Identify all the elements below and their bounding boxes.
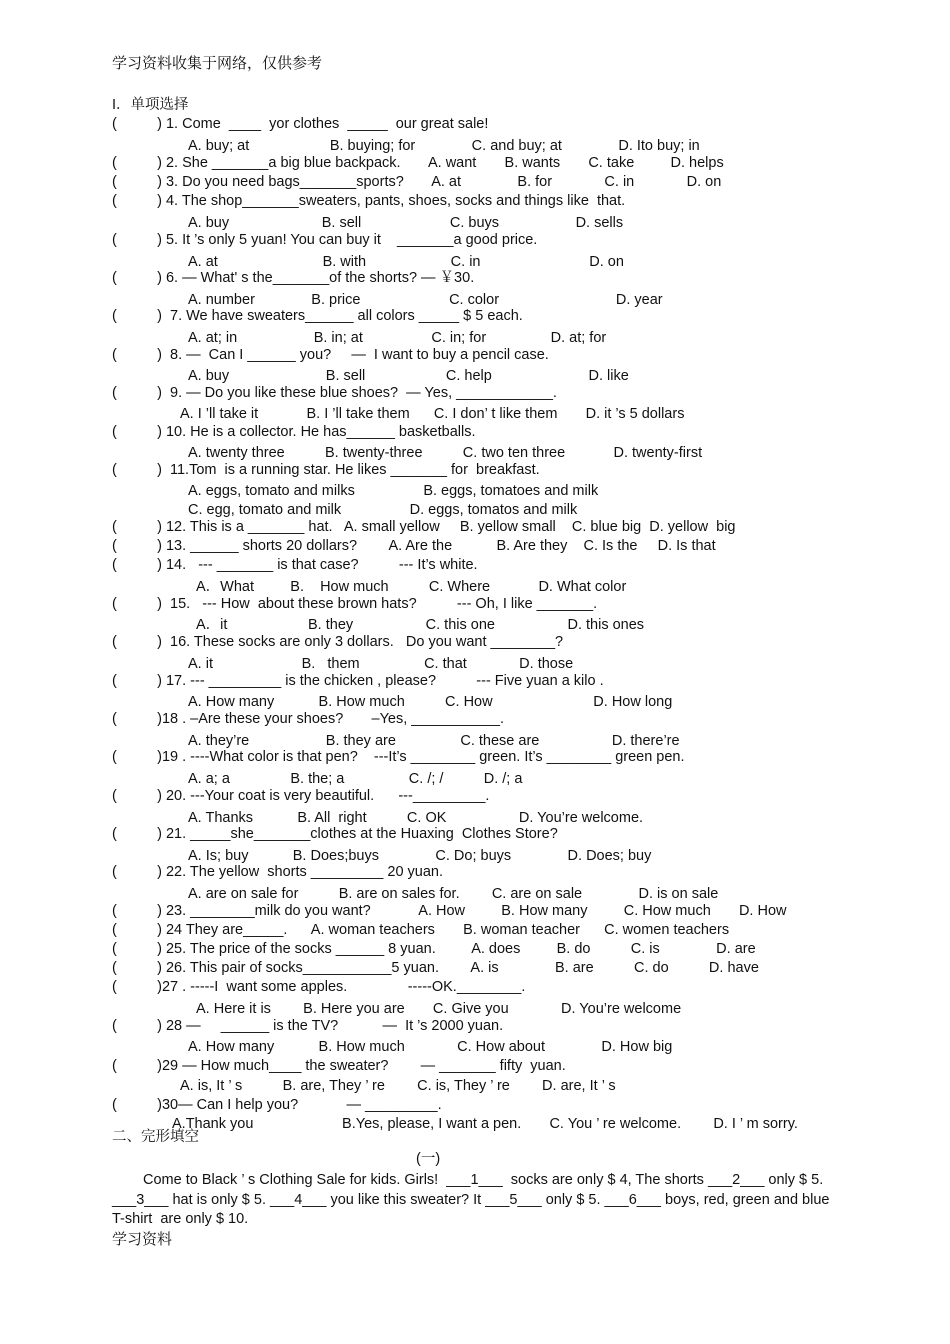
question-line: ( ) 3. Do you need bags_______sports? A. at B. for C. in D. on — [112, 174, 722, 190]
question-line: ( ) 16. These socks are only 3 dollars. Do you want ________? — [112, 634, 564, 650]
question-line: A. How many B. How much C. How D. How long — [188, 694, 673, 710]
section-title: I．单项选择 — [112, 97, 189, 113]
question-line: A. twenty three B. twenty-three C. two ten three D. twenty-first — [188, 445, 703, 461]
passage-line: T-shirt are only $ 10. — [112, 1211, 249, 1227]
question-line: ( )19 . ----What color is that pen? ---It’s ________ green. It’s ________ green pen. — [112, 749, 685, 765]
question-line: A. number B. price C. color D. year — [188, 292, 663, 308]
question-line: A. eggs, tomato and milks B. eggs, tomatoes and milk — [188, 483, 599, 499]
question-line: ( ) 7. We have sweaters______ all colors _____ $ 5 each. — [112, 308, 523, 324]
page-header: 学习资料收集于网络，仅供参考 — [112, 55, 323, 72]
question-line: A. they’re B. they are C. these are D. there’re — [188, 733, 680, 749]
question-line: ( )29 — How much____ the sweater? — _______ fifty yuan. — [112, 1058, 566, 1074]
question-line: A. at B. with C. in D. on — [188, 254, 624, 270]
question-line: ( ) 12. This is a _______ hat. A. small yellow B. yellow small C. blue big D. yellow big — [112, 519, 736, 535]
passage-line: ___3___ hat is only $ 5. ___4___ you like this sweater? It ___5___ only $ 5. ___6___ boys, red, green and blue — [112, 1192, 830, 1208]
passage-line: Come to Black ’ s Clothing Sale for kids. Girls! ___1___ socks are only $ 4, The shorts ___2___ only $ 5. — [143, 1172, 824, 1188]
question-line: A.Thank you B.Yes, please, I want a pen. C. You ’ re welcome. D. I ’ m sorry. — [172, 1116, 798, 1132]
question-line: ( ) 1. Come ____ yor clothes _____ our great sale! — [112, 116, 489, 132]
question-line: ( ) 21. _____she_______clothes at the Huaxing Clothes Store? — [112, 826, 558, 842]
question-line: A. is, It ’ s B. are, They ’ re C. is, They ’ re D. are, It ’ s — [180, 1078, 616, 1094]
question-line: ( )18 . –Are these your shoes? –Yes, ___________. — [112, 711, 505, 727]
question-line: A. a; a B. the; a C. /; / D. /; a — [188, 771, 523, 787]
question-line: A. Thanks B. All right C. OK D. You’re welcome. — [188, 810, 644, 826]
question-line: ( ) 13. ______ shorts 20 dollars? A. Are the B. Are they C. Is the D. Is that — [112, 538, 716, 554]
question-line: A．What B. How much C. Where D. What color — [196, 579, 627, 595]
question-line: ( ) 5. It ’s only 5 yuan! You can buy it _______a good price. — [112, 232, 538, 248]
question-line: ( ) 14. --- _______ is that case? --- It’s white. — [112, 557, 478, 573]
question-line: A. are on sale for B. are on sales for. C. are on sale D. is on sale — [188, 886, 719, 902]
question-line: A. at; in B. in; at C. in; for D. at; for — [188, 330, 607, 346]
question-line: A. How many B. How much C. How about D. How big — [188, 1039, 673, 1055]
question-line: ( ) 24 They are_____. A. woman teachers B. woman teacher C. women teachers — [112, 922, 730, 938]
page-footer: 学习资料 — [112, 1231, 173, 1248]
question-line: ( ) 9. — Do you like these blue shoes? — Yes, ____________. — [112, 385, 557, 401]
question-line: ( ) 15. --- How about these brown hats? --- Oh, I like _______. — [112, 596, 598, 612]
question-line: ( ) 8. — Can I ______ you? — I want to buy a pencil case. — [112, 347, 549, 363]
question-line: A. it B. them C. that D. those — [188, 656, 574, 672]
question-line: ( ) 11.Tom is a running star. He likes _______ for breakfast. — [112, 462, 540, 478]
question-line: ( ) 10. He is a collector. He has______ basketballs. — [112, 424, 476, 440]
question-line: A. I ’ll take it B. I ’ll take them C. I don’ t like them D. it ’s 5 dollars — [180, 406, 685, 422]
question-line: C. egg, tomato and milk D. eggs, tomatos and milk — [188, 502, 578, 518]
question-line: ( ) 17. --- _________ is the chicken , please? --- Five yuan a kilo . — [112, 673, 604, 689]
question-line: A. buy B. sell C. help D. like — [188, 368, 629, 384]
question-line: A. Is; buy B. Does;buys C. Do; buys D. Does; buy — [188, 848, 652, 864]
passage-number: (一) — [416, 1151, 441, 1167]
question-line: ( ) 4. The shop_______sweaters, pants, shoes, socks and things like that. — [112, 193, 626, 209]
question-line: ( ) 26. This pair of socks___________5 yuan. A. is B. are C. do D. have — [112, 960, 759, 976]
question-line: A. buy; at B. buying; for C. and buy; at D. Ito buy; in — [188, 138, 700, 154]
question-line: ( ) 23. ________milk do you want? A. How B. How many C. How much D. How — [112, 903, 787, 919]
question-line: ( )30— Can I help you? — _________. — [112, 1097, 442, 1113]
question-line: ( ) 25. The price of the socks ______ 8 yuan. A. does B. do C. is D. are — [112, 941, 756, 957]
question-line: ( ) 6. — What' s the_______of the shorts? — ￥30. — [112, 270, 475, 286]
question-line: A．it B. they C. this one D. this ones — [196, 617, 645, 633]
section-title: 二、完形填空 — [112, 1129, 199, 1145]
question-line: ( )27 . -----I want some apples. -----OK.________. — [112, 979, 526, 995]
question-line: ( ) 20. ---Your coat is very beautiful. ---_________. — [112, 788, 490, 804]
question-line: A. buy B. sell C. buys D. sells — [188, 215, 624, 231]
question-line: ( ) 2. She _______a big blue backpack. A. want B. wants C. take D. helps — [112, 155, 724, 171]
question-line: A. Here it is B. Here you are C. Give you D. You’re welcome — [196, 1001, 682, 1017]
question-line: ( ) 28 — ______ is the TV? — It ’s 2000 yuan. — [112, 1018, 504, 1034]
question-line: ( ) 22. The yellow shorts _________ 20 yuan. — [112, 864, 444, 880]
